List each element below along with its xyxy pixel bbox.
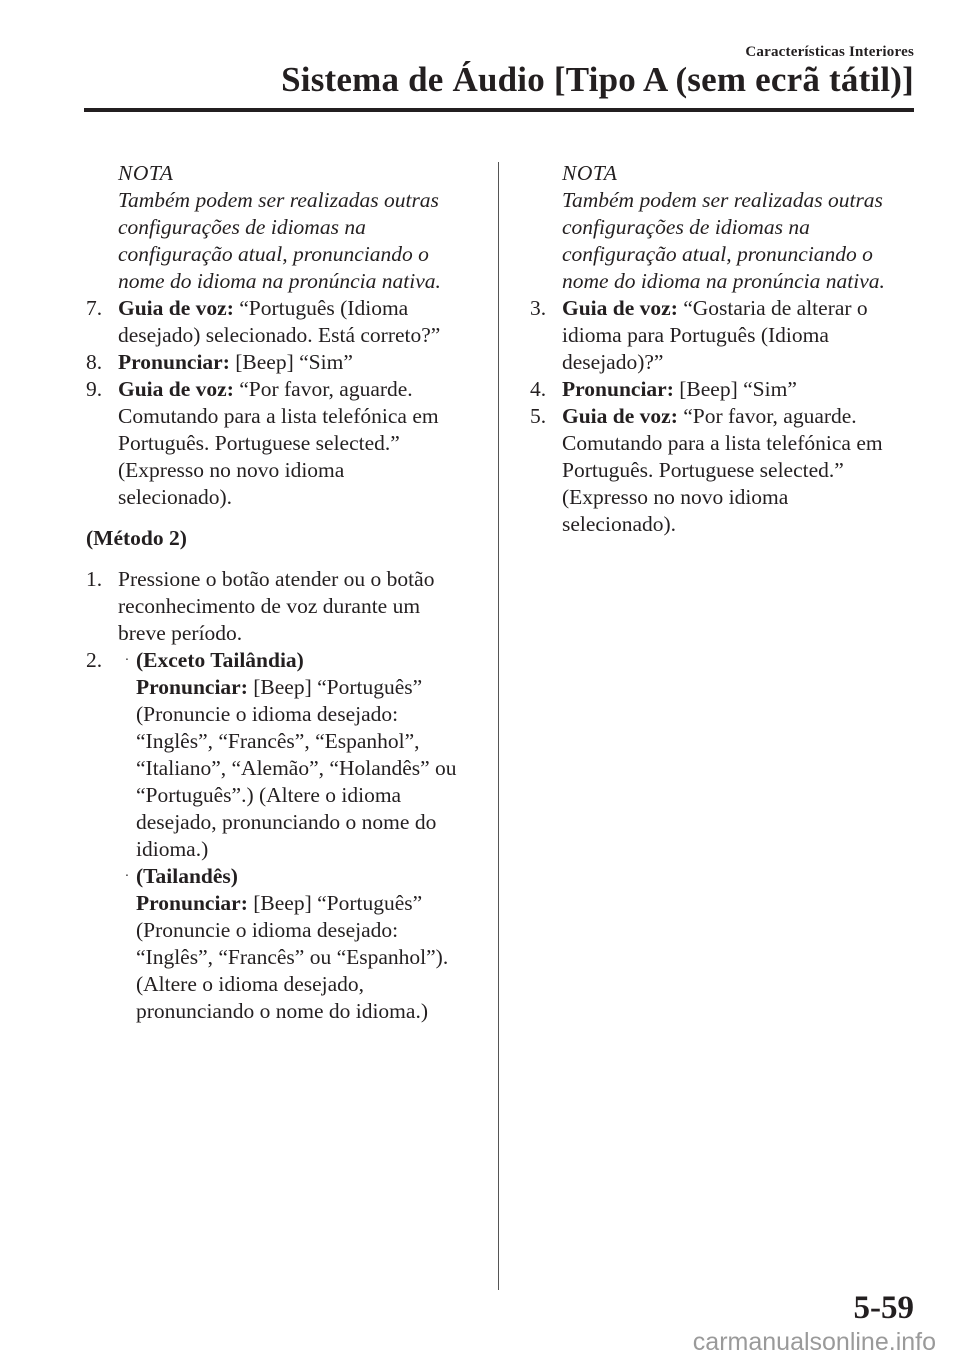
note-title: NOTA xyxy=(562,161,618,185)
step-label: Pronunciar: xyxy=(562,377,674,401)
step-8 xyxy=(86,349,486,376)
step-line: reconhecimento de voz durante um xyxy=(118,594,421,618)
method2-step-2 xyxy=(86,647,486,1025)
header-rule xyxy=(84,108,914,112)
step-text: “Por favor, aguarde. xyxy=(677,404,857,428)
bullet-line: “Inglês”, “Francês” ou “Espanhol”). xyxy=(136,945,449,969)
bullet-line: “Inglês”, “Francês”, “Espanhol”, xyxy=(136,729,420,753)
bullet-line: (Pronuncie o idioma desejado: xyxy=(136,918,399,942)
step-line: desejado) selecionado. Está correto?” xyxy=(118,323,441,347)
bullet-tailandes xyxy=(118,863,486,1025)
step-number: 8. xyxy=(86,350,103,374)
note-line: configuração atual, pronunciando o xyxy=(118,242,429,266)
step-line: desejado)?” xyxy=(562,350,664,374)
step-number: 3. xyxy=(530,296,547,320)
step-label: Pronunciar: xyxy=(136,891,248,915)
method2-step-1 xyxy=(86,566,486,647)
note-line: configuração atual, pronunciando o xyxy=(562,242,873,266)
note-block xyxy=(530,160,920,295)
method-heading: (Método 2) xyxy=(86,526,187,550)
bullet-line: (Pronuncie o idioma desejado: xyxy=(136,702,399,726)
step-label: Pronunciar: xyxy=(136,675,248,699)
step-number: 5. xyxy=(530,404,547,428)
bullet-heading: (Tailandês) xyxy=(136,864,238,888)
bullet-line: idioma.) xyxy=(136,837,209,861)
note-block xyxy=(86,160,486,295)
step-number: 2. xyxy=(86,648,103,672)
bullet-line: “Português”.) (Altere o idioma xyxy=(136,783,402,807)
step-text: [Beep] “Português” xyxy=(247,891,423,915)
note-line: Também podem ser realizadas outras xyxy=(562,188,883,212)
step-4 xyxy=(530,376,920,403)
step-line: (Expresso no novo idioma xyxy=(562,485,789,509)
note-line: configurações de idiomas na xyxy=(562,215,810,239)
step-line: selecionado). xyxy=(562,512,677,536)
step-line: idioma para Português (Idioma xyxy=(562,323,829,347)
step-text: [Beep] “Sim” xyxy=(673,377,797,401)
step-number: 4. xyxy=(530,377,547,401)
step-line: breve período. xyxy=(118,621,243,645)
step-line: Pressione o botão atender ou o botão xyxy=(118,567,435,591)
step-label: Guia de voz: xyxy=(562,404,678,428)
step-text: [Beep] “Sim” xyxy=(229,350,353,374)
bullet-line: (Altere o idioma desejado, xyxy=(136,972,365,996)
note-line: nome do idioma na pronúncia nativa. xyxy=(562,269,885,293)
step-text: “Por favor, aguarde. xyxy=(233,377,413,401)
step-number: 1. xyxy=(86,567,103,591)
step-text: “Gostaria de alterar o xyxy=(677,296,868,320)
step-line: Português. Portuguese selected.” xyxy=(118,431,400,455)
step-label: Guia de voz: xyxy=(118,377,234,401)
step-line: Comutando para a lista telefónica em xyxy=(562,431,883,455)
page-number: 5-59 xyxy=(853,1290,914,1326)
step-9 xyxy=(86,376,486,511)
note-line: configurações de idiomas na xyxy=(118,215,366,239)
step-text: [Beep] “Português” xyxy=(247,675,423,699)
bullet-heading: (Exceto Tailândia) xyxy=(136,648,304,672)
step-line: Comutando para a lista telefónica em xyxy=(118,404,439,428)
step-number: 7. xyxy=(86,296,103,320)
step-text: “Português (Idioma xyxy=(233,296,409,320)
bullet-line: “Italiano”, “Alemão”, “Holandês” ou xyxy=(136,756,457,780)
section-title: Características Interiores xyxy=(745,44,914,60)
bullet-line: pronunciando o nome do idioma.) xyxy=(136,999,428,1023)
watermark: carmanualsonline.info xyxy=(692,1328,936,1356)
note-title: NOTA xyxy=(118,161,174,185)
step-3 xyxy=(530,295,920,376)
step-line: (Expresso no novo idioma xyxy=(118,458,345,482)
step-label: Guia de voz: xyxy=(562,296,678,320)
page-title: Sistema de Áudio [Tipo A (sem ecrã tátil)] xyxy=(281,60,914,99)
step-number: 9. xyxy=(86,377,103,401)
step-label: Pronunciar: xyxy=(118,350,230,374)
bullet-dot-icon: · xyxy=(124,653,130,668)
bullet-dot-icon: · xyxy=(124,869,130,884)
step-line: Português. Portuguese selected.” xyxy=(562,458,844,482)
step-label: Guia de voz: xyxy=(118,296,234,320)
step-line: selecionado). xyxy=(118,485,233,509)
right-column xyxy=(530,160,920,538)
step-5 xyxy=(530,403,920,538)
note-line: Também podem ser realizadas outras xyxy=(118,188,439,212)
bullet-exceto-tailandia xyxy=(118,647,486,863)
note-line: nome do idioma na pronúncia nativa. xyxy=(118,269,441,293)
bullet-line: desejado, pronunciando o nome do xyxy=(136,810,437,834)
step-7 xyxy=(86,295,486,349)
column-divider xyxy=(498,162,499,1290)
left-column xyxy=(86,160,486,1025)
